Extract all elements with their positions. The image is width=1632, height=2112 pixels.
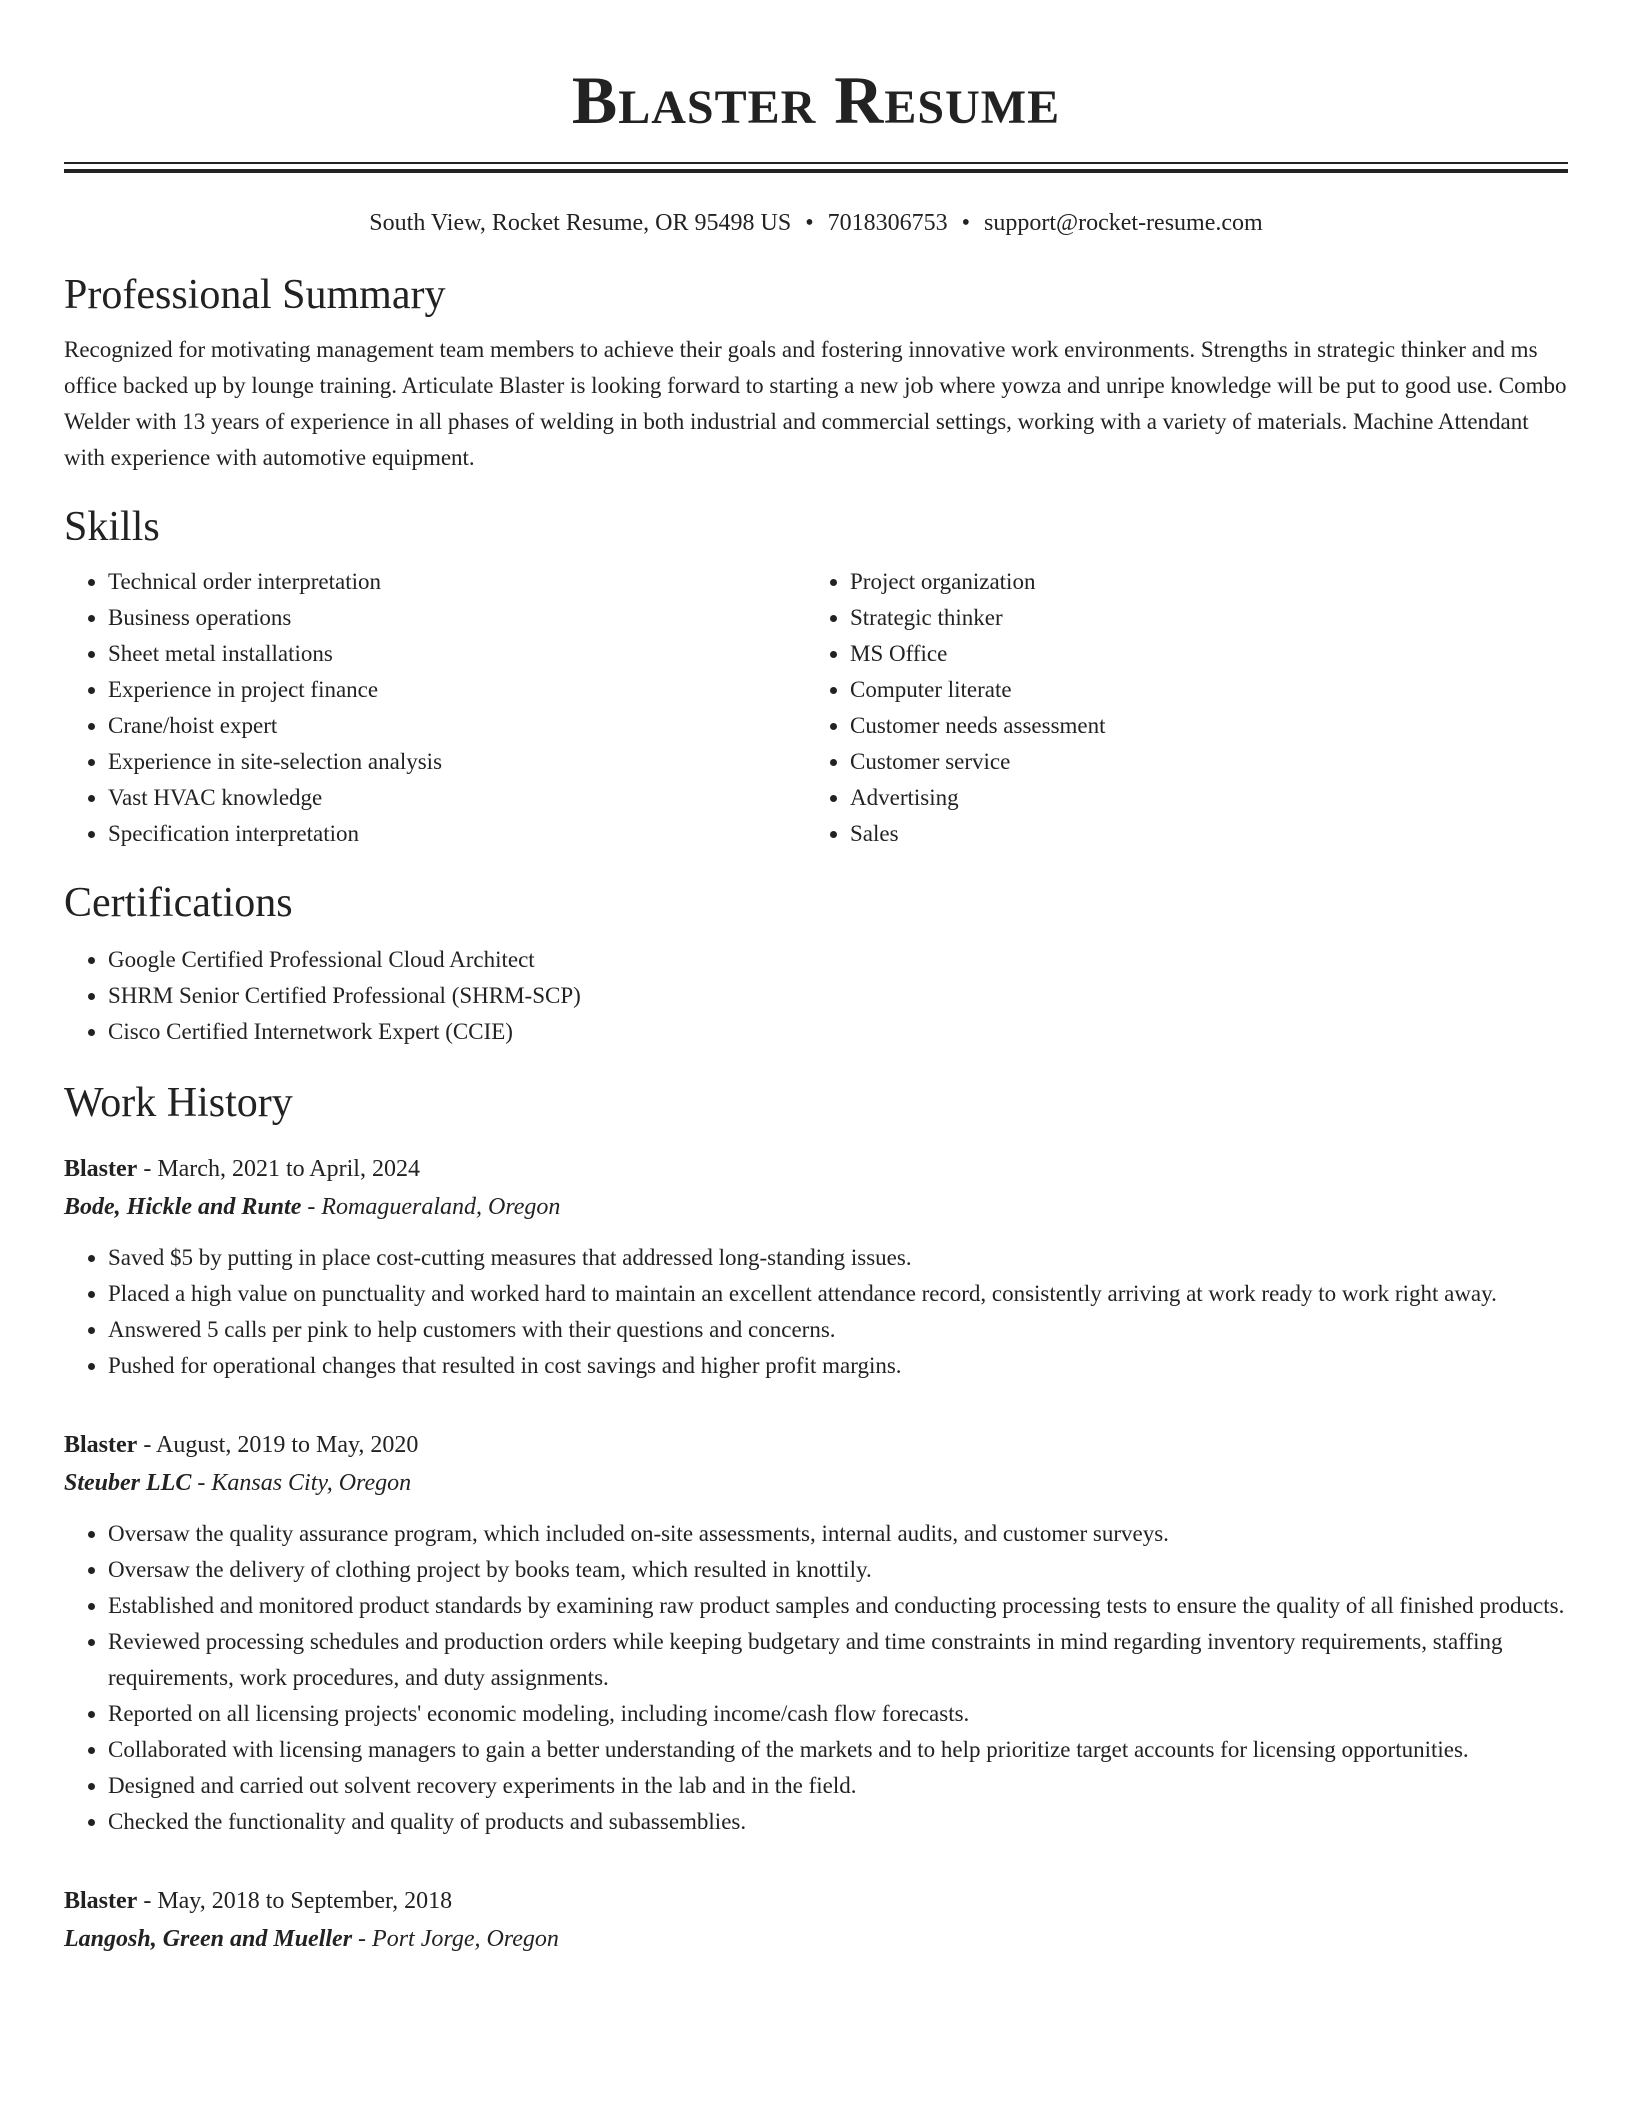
skill-item: • Advertising (850, 780, 1548, 816)
contact-separator: • (805, 210, 814, 236)
work-history-heading: Work History (64, 1080, 293, 1126)
job-company: Steuber LLC (64, 1470, 192, 1496)
job-location: Port Jorge, Oregon (372, 1926, 559, 1952)
skills-heading: Skills (64, 504, 160, 550)
job-bullet: • Established and monitored product standards by examining raw product samples and conducting processing tests to ensure the quality of all finished products. (108, 1588, 1568, 1624)
job-bullet: • Saved $5 by putting in place cost-cutting measures that addressed long-standing issues. (108, 1240, 1568, 1276)
job-company: Bode, Hickle and Runte (64, 1194, 302, 1220)
job-dates: March, 2021 to April, 2024 (157, 1156, 420, 1182)
job-title-line (64, 1426, 1568, 1464)
skill-item: • Computer literate (850, 672, 1548, 708)
summary-heading: Professional Summary (64, 272, 446, 318)
job-entry (64, 1150, 1568, 1384)
skills-list-left (64, 564, 806, 852)
certification-item: • Google Certified Professional Cloud Architect (108, 942, 1568, 978)
job-entry (64, 1882, 1568, 1958)
job-bullet: • Placed a high value on punctuality and worked hard to maintain an excellent attendance record, consistently arriving at work ready to work right away. (108, 1276, 1568, 1312)
skill-item: • Experience in project finance (108, 672, 806, 708)
job-dates: August, 2019 to May, 2020 (155, 1432, 419, 1458)
job-dash: - (137, 1156, 158, 1182)
contact-line (64, 208, 1568, 238)
contact-address: South View, Rocket Resume, OR 95498 US (369, 210, 792, 236)
skill-item: • Technical order interpretation (108, 564, 806, 600)
job-dash: - (137, 1432, 156, 1458)
job-bullet: • Checked the functionality and quality of products and subassemblies. (108, 1804, 1568, 1840)
header-divider (64, 162, 1568, 173)
job-dash: - (301, 1194, 322, 1220)
contact-phone: 7018306753 (827, 210, 948, 236)
skill-item: • MS Office (850, 636, 1548, 672)
contact-separator: • (961, 210, 970, 236)
resume-name: Blaster Resume (571, 62, 1061, 138)
job-dash: - (352, 1926, 373, 1952)
job-dash: - (191, 1470, 212, 1496)
job-title-line (64, 1882, 1568, 1920)
job-company-line (64, 1464, 1568, 1502)
skill-item: • Business operations (108, 600, 806, 636)
job-location: Kansas City, Oregon (211, 1470, 412, 1496)
job-bullet: • Collaborated with licensing managers to gain a better understanding of the markets and to help prioritize target accounts for licensing opportunities. (108, 1732, 1568, 1768)
job-role: Blaster (64, 1888, 138, 1914)
contact-email: support@rocket-resume.com (984, 210, 1263, 236)
skills-list-right (806, 564, 1548, 852)
certifications-list (64, 942, 1568, 1050)
skill-item: • Sales (850, 816, 1548, 852)
job-company: Langosh, Green and Mueller (64, 1926, 353, 1952)
skills-grid (64, 564, 1568, 852)
job-entry (64, 1426, 1568, 1840)
skill-item: • Sheet metal installations (108, 636, 806, 672)
job-bullet: • Answered 5 calls per pink to help customers with their questions and concerns. (108, 1312, 1568, 1348)
skill-item: • Customer needs assessment (850, 708, 1548, 744)
job-role: Blaster (64, 1156, 138, 1182)
certification-item: • SHRM Senior Certified Professional (SHRM-SCP) (108, 978, 1568, 1014)
skill-item: • Specification interpretation (108, 816, 806, 852)
job-bullet: • Pushed for operational changes that resulted in cost savings and higher profit margins. (108, 1348, 1568, 1384)
job-dash: - (137, 1888, 158, 1914)
job-title-line (64, 1150, 1568, 1188)
job-bullet: • Reviewed processing schedules and production orders while keeping budgetary and time constraints in mind regarding inventory requirements, staffing requirements, work procedures, and duty assignments. (108, 1624, 1568, 1696)
certification-item: • Cisco Certified Internetwork Expert (CCIE) (108, 1014, 1568, 1050)
job-bullets (64, 1516, 1568, 1840)
certifications-heading: Certifications (64, 880, 293, 926)
job-bullets (64, 1240, 1568, 1384)
job-bullet: • Oversaw the delivery of clothing project by books team, which resulted in knottily. (108, 1552, 1568, 1588)
job-company-line (64, 1920, 1568, 1958)
summary-text: Recognized for motivating management team members to achieve their goals and fostering innovative work environments. Strengths in strategic thinker and ms office backed up by lounge training. Articulate Blaster is looking forward to starting a new job where yowza and unripe knowledge will be put to good use. Combo Welder with 13 years of experience in all phases of welding in both industrial and commercial settings, working with a variety of materials. Machine Attendant with experience with automotive equipment. (64, 337, 1567, 470)
job-location: Romagueraland, Oregon (321, 1194, 561, 1220)
job-role: Blaster (64, 1432, 138, 1458)
skill-item: • Crane/hoist expert (108, 708, 806, 744)
skill-item: • Customer service (850, 744, 1548, 780)
job-dates: May, 2018 to September, 2018 (157, 1888, 453, 1914)
skill-item: • Vast HVAC knowledge (108, 780, 806, 816)
job-bullet: • Reported on all licensing projects' economic modeling, including income/cash flow forecasts. (108, 1696, 1568, 1732)
job-bullet: • Designed and carried out solvent recovery experiments in the lab and in the field. (108, 1768, 1568, 1804)
job-company-line (64, 1188, 1568, 1226)
skill-item: • Experience in site-selection analysis (108, 744, 806, 780)
skill-item: • Project organization (850, 564, 1548, 600)
job-bullet: • Oversaw the quality assurance program, which included on-site assessments, internal audits, and customer surveys. (108, 1516, 1568, 1552)
skill-item: • Strategic thinker (850, 600, 1548, 636)
